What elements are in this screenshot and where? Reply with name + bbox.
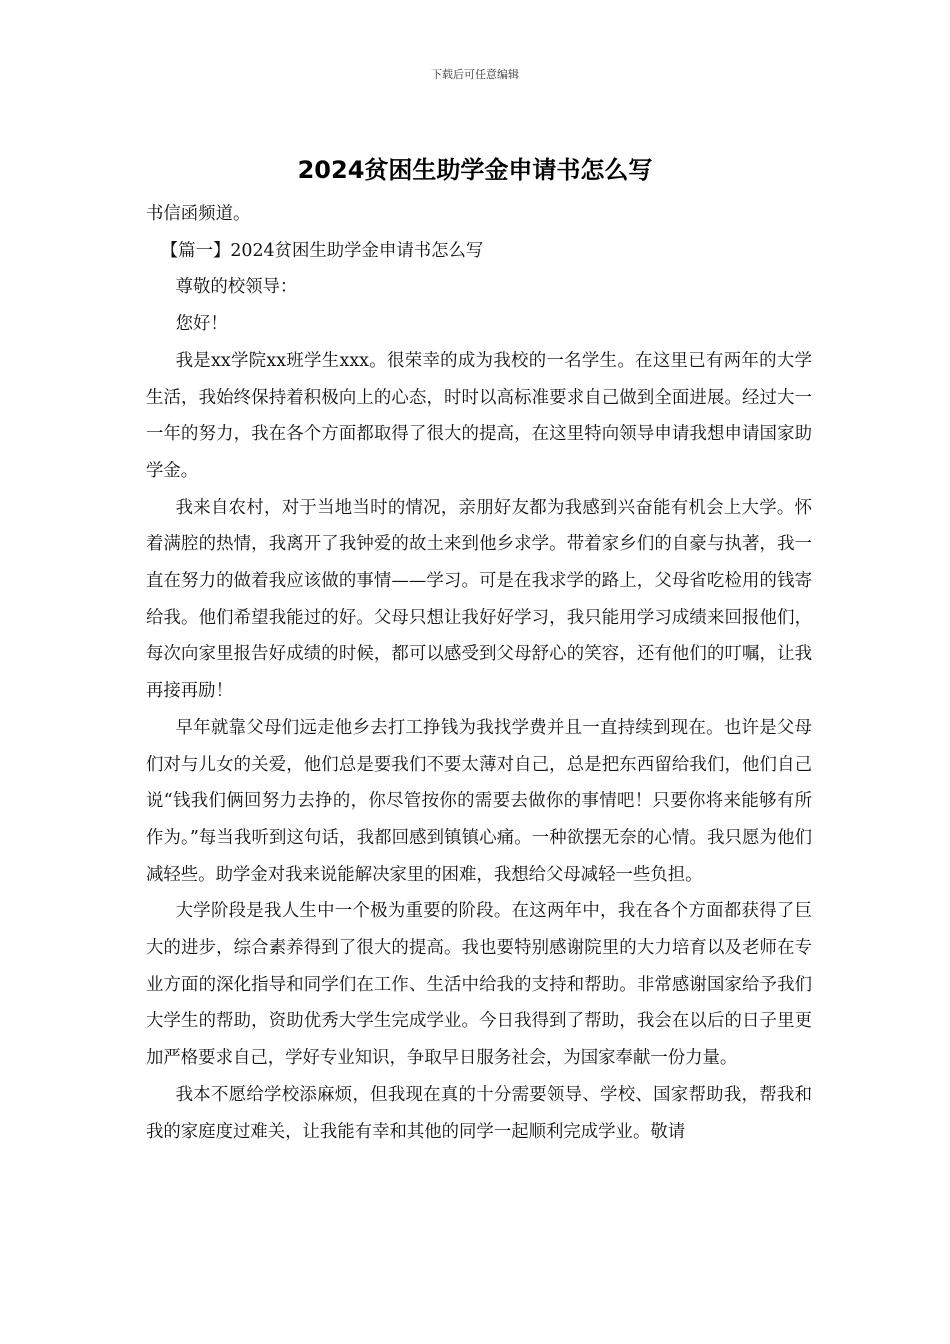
document-body xyxy=(146,196,812,1150)
greeting: 您好！ xyxy=(175,314,228,335)
body-paragraph: 早年就靠父母们远走他乡去打工挣钱为我找学费并且一直持续到现在。也许是父母们对与儿女的关爱，他们总是要我们不要太薄对自己，总是把东西留给我们，他们自己说“钱我们俩回努力去挣的，你尽管按你的需要去做你的事情吧！只要你将来能够有所作为。”每当我听到这句话，我都回感到镇镇心痛。一种欲摆无奈的心情。我只愿为他们减轻些。助学金对我来说能解决家里的困难，我想给父母减轻一些负担。 xyxy=(146,717,812,885)
body-paragraph: 大学阶段是我人生中一个极为重要的阶段。在这两年中，我在各个方面都获得了巨大的进步，综合素养得到了很大的提高。我也要特别感谢院里的大力培育以及老师在专业方面的深化指导和同学们在工作、生活中给我的支持和帮助。非常感谢国家给予我们大学生的帮助，资助优秀大学生完成学业。今日我得到了帮助，我会在以后的日子里更加严格要求自己，学好专业知识，争取早日服务社会，为国家奉献一份力量。 xyxy=(146,901,812,1069)
header-note: 下载后可任意编辑 xyxy=(431,68,519,81)
salutation: 尊敬的校领导： xyxy=(175,277,298,298)
intro-line: 书信函频道。 xyxy=(146,204,251,224)
document-title: 2024贫困生助学金申请书怎么写 xyxy=(297,156,653,184)
body-paragraph: 我是xx学院xx班学生xxx。很荣幸的成为我校的一名学生。在这里已有两年的大学生活，我始终保持着积极向上的心态，时时以高标准要求自己做到全面进展。经过大一一年的努力，我在各个方面都取得了很大的提高，在这里特向领导申请我想申请国家助学金。 xyxy=(146,350,812,481)
body-paragraph: 我本不愿给学校添麻烦，但我现在真的十分需要领导、学校、国家帮助我，帮我和我的家庭度过难关，让我能有幸和其他的同学一起顺利完成学业。敬请 xyxy=(146,1084,812,1142)
body-paragraph: 我来自农村，对于当地当时的情况，亲朋好友都为我感到兴奋能有机会上大学。怀着满腔的热情，我离开了我钟爱的故土来到他乡求学。带着家乡们的自豪与执著，我一直在努力的做着我应该做的事情——学习。可是在我求学的路上，父母省吃检用的钱寄给我。他们希望我能过的好。父母只想让我好好学习，我只能用学习成绩来回报他们，每次向家里报告好成绩的时候，都可以感受到父母舒心的笑容，还有他们的叮嘱，让我再接再励！ xyxy=(146,497,812,702)
section-heading: 【篇一】2024贫困生助学金申请书怎么写 xyxy=(160,240,484,261)
